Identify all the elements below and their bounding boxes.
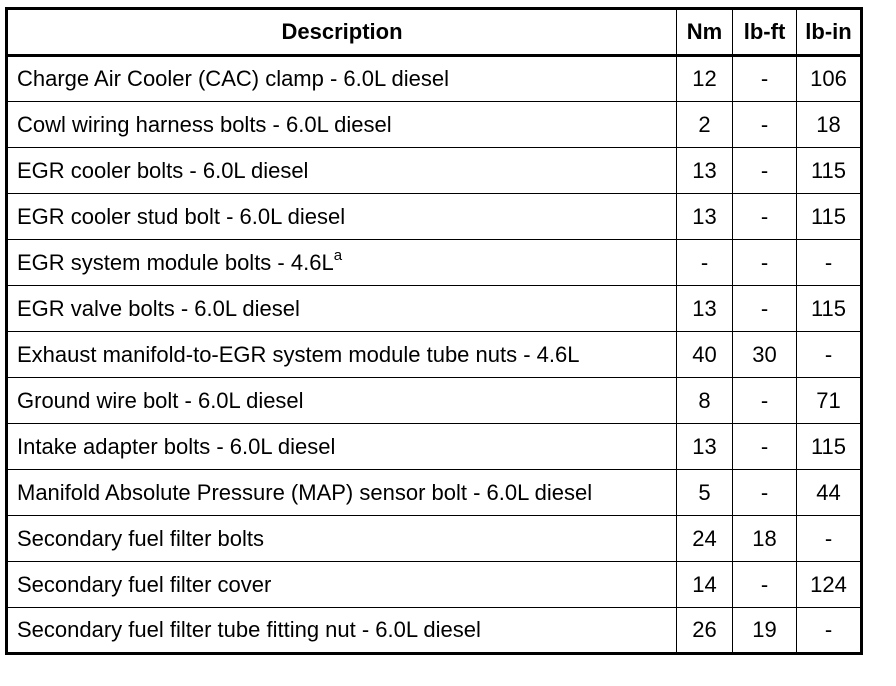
description-text: EGR cooler bolts - 6.0L diesel [17,157,309,183]
table-row [7,608,862,654]
cell-lb-ft: - [733,148,797,194]
description-text: Exhaust manifold-to-EGR system module tube nuts - 4.6L [17,341,580,367]
cell-lb-in: 115 [797,286,862,332]
cell-lb-ft: - [733,240,797,286]
description-text: Secondary fuel filter cover [17,571,272,597]
cell-lb-ft: - [733,470,797,516]
table-row [7,378,862,424]
cell-lb-in: - [797,240,862,286]
cell-lb-in: 115 [797,424,862,470]
cell-lb-ft: 19 [733,608,797,654]
description-text: EGR system module bolts - 4.6L [17,249,334,275]
cell-description [7,194,677,240]
cell-nm: 26 [677,608,733,654]
cell-description [7,56,677,102]
cell-nm: 12 [677,56,733,102]
table-body [7,56,862,654]
description-text: Manifold Absolute Pressure (MAP) sensor bolt - 6.0L diesel [17,479,593,505]
footnote-marker: a [333,246,343,264]
cell-description [7,148,677,194]
cell-description [7,608,677,654]
header-description: Description [7,9,677,56]
table-row [7,424,862,470]
table-row [7,470,862,516]
cell-nm: 13 [677,286,733,332]
table-row [7,332,862,378]
cell-lb-ft: - [733,424,797,470]
cell-nm: 2 [677,102,733,148]
cell-nm: 14 [677,562,733,608]
cell-lb-ft: 18 [733,516,797,562]
cell-lb-in: - [797,332,862,378]
cell-lb-in: - [797,608,862,654]
cell-nm: 24 [677,516,733,562]
cell-description [7,470,677,516]
table-row [7,102,862,148]
cell-lb-ft: - [733,286,797,332]
cell-lb-ft: - [733,378,797,424]
torque-spec-table-container [5,7,863,655]
description-text: Charge Air Cooler (CAC) clamp - 6.0L diesel [17,66,450,91]
table-header-row [7,9,862,56]
cell-nm: 13 [677,148,733,194]
cell-description [7,240,677,286]
header-nm: Nm [677,9,733,56]
cell-lb-ft: - [733,56,797,102]
description-text: Cowl wiring harness bolts - 6.0L diesel [17,111,392,137]
header-lb-ft: lb-ft [733,9,797,56]
table-row [7,516,862,562]
cell-lb-in: 18 [797,102,862,148]
cell-nm: 40 [677,332,733,378]
cell-description [7,378,677,424]
cell-lb-ft: - [733,562,797,608]
cell-description [7,286,677,332]
cell-description [7,516,677,562]
table-row [7,562,862,608]
cell-nm: 8 [677,378,733,424]
cell-description [7,424,677,470]
cell-nm: - [677,240,733,286]
description-text: Ground wire bolt - 6.0L diesel [17,387,304,413]
table-row [7,148,862,194]
cell-lb-in: 115 [797,148,862,194]
description-text: EGR cooler stud bolt - 6.0L diesel [17,203,346,229]
description-text: Secondary fuel filter bolts [17,525,265,551]
header-lb-in: lb-in [797,9,862,56]
table-row [7,286,862,332]
description-text: Intake adapter bolts - 6.0L diesel [17,433,336,459]
table-row [7,194,862,240]
cell-lb-ft: - [733,194,797,240]
cell-nm: 13 [677,194,733,240]
cell-nm: 5 [677,470,733,516]
cell-lb-in: 106 [797,56,862,102]
description-text: Secondary fuel filter tube fitting nut - 6.0L diesel [17,617,481,642]
cell-lb-in: 115 [797,194,862,240]
cell-description [7,102,677,148]
cell-lb-ft: - [733,102,797,148]
cell-lb-ft: 30 [733,332,797,378]
cell-description [7,332,677,378]
table-row [7,240,862,286]
description-text: EGR valve bolts - 6.0L diesel [17,295,300,321]
cell-nm: 13 [677,424,733,470]
cell-description [7,562,677,608]
cell-lb-in: 124 [797,562,862,608]
cell-lb-in: - [797,516,862,562]
torque-spec-table [5,7,863,655]
table-row [7,56,862,102]
cell-lb-in: 44 [797,470,862,516]
cell-lb-in: 71 [797,378,862,424]
